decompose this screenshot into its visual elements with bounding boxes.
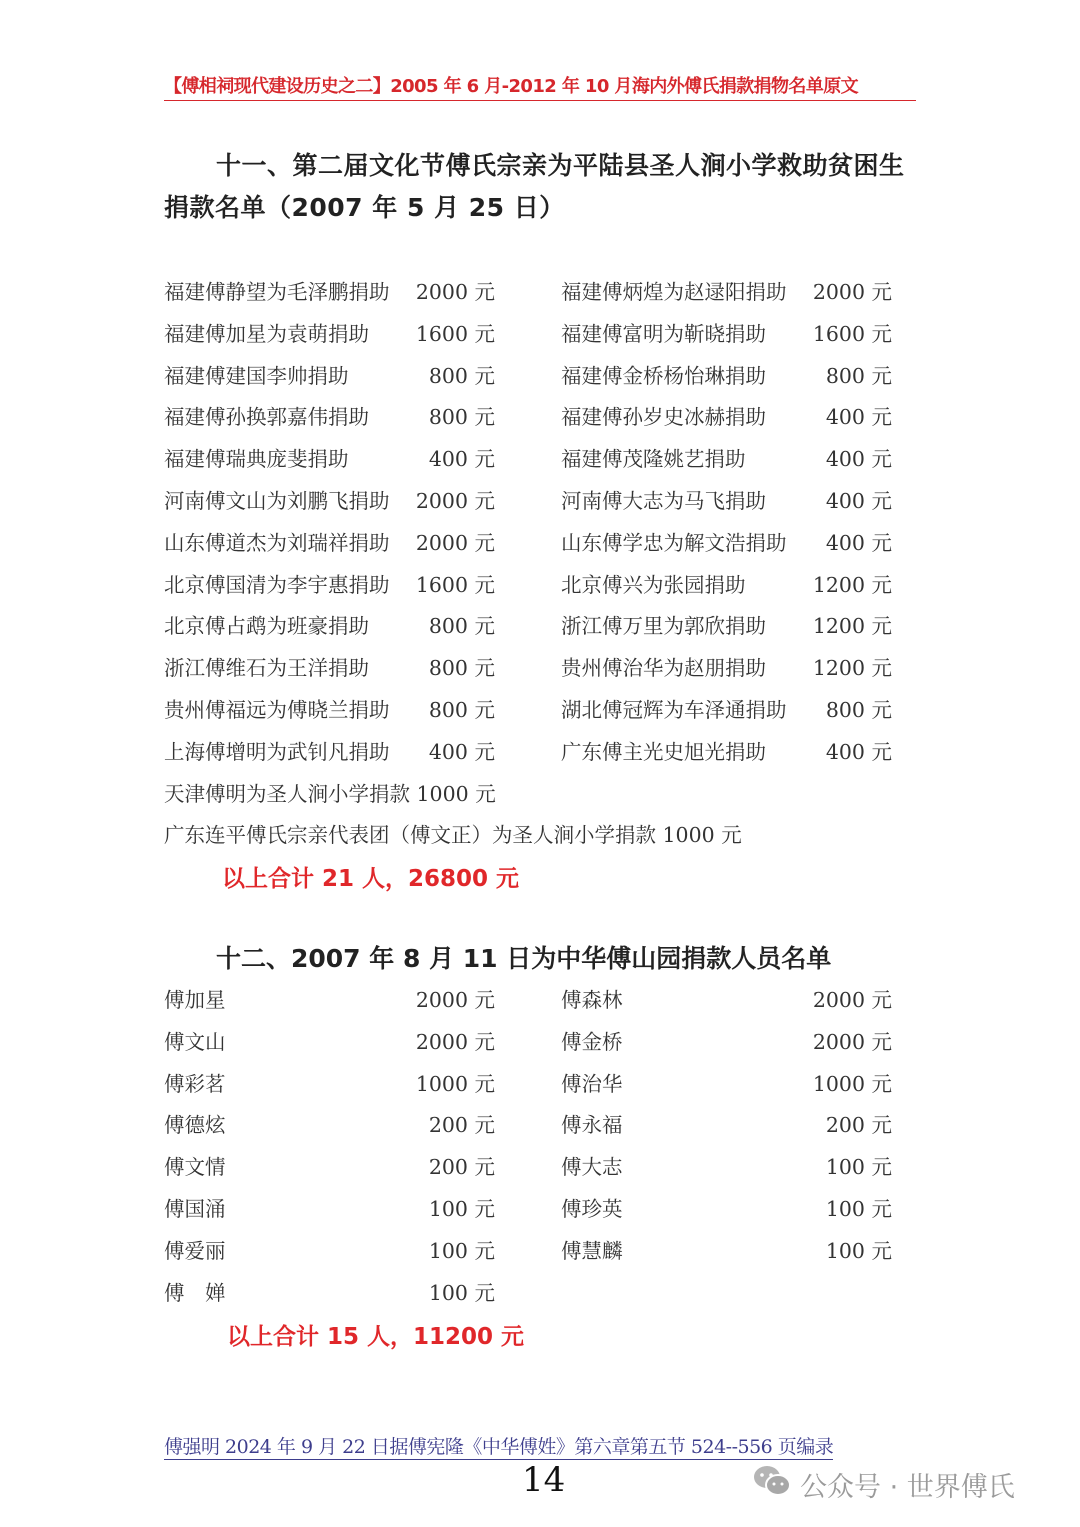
donor-name: 傅 婵 xyxy=(164,1280,226,1305)
watermark xyxy=(752,1464,1015,1505)
donation-row xyxy=(164,565,894,607)
source-note: 傅强明 2024 年 9 月 22 日据傅宪隆《中华傅姓》第六章第五节 524--556 页编录 xyxy=(164,1432,833,1460)
donation-amount: 400 元 xyxy=(428,447,495,472)
section-1-donation-list xyxy=(164,272,894,857)
donor-name: 傅爱丽 xyxy=(164,1238,226,1263)
donation-amount: 2000 元 xyxy=(812,988,892,1012)
donation-amount: 800 元 xyxy=(428,697,495,722)
donor-name: 广东傅主光史旭光捐助 xyxy=(561,739,766,764)
donation-row xyxy=(164,648,894,690)
donation-row xyxy=(164,732,894,774)
donor-name: 福建傅静望为毛泽鹏捐助 xyxy=(164,280,390,304)
donation-amount: 1600 元 xyxy=(415,572,495,597)
donor-name: 傅森林 xyxy=(561,988,623,1012)
document-header: 【傅相祠现代建设历史之二】2005 年 6 月-2012 年 10 月海内外傅氏捐款捐物名单原文 xyxy=(164,72,916,101)
donor-name: 傅德炫 xyxy=(164,1113,226,1138)
donor-name: 北京傅兴为张园捐助 xyxy=(561,572,746,597)
donation-amount: 1600 元 xyxy=(415,321,495,346)
donor-name: 傅彩茗 xyxy=(164,1071,226,1096)
donor-name: 傅文山 xyxy=(164,1029,226,1054)
donation-row xyxy=(164,980,894,1022)
donation-amount: 2000 元 xyxy=(415,1029,495,1054)
donation-amount: 100 元 xyxy=(428,1196,495,1221)
donor-name: 福建傅茂隆姚艺捐助 xyxy=(561,447,746,472)
donation-row-full xyxy=(164,815,894,857)
donation-amount: 800 元 xyxy=(428,614,495,639)
donation-row xyxy=(164,314,894,356)
donation-amount: 400 元 xyxy=(825,405,892,430)
donation-amount: 100 元 xyxy=(825,1155,892,1180)
donation-amount: 100 元 xyxy=(825,1196,892,1221)
donor-name: 福建傅孙岁史冰赫捐助 xyxy=(561,405,766,430)
donation-amount: 400 元 xyxy=(825,488,892,513)
section-2-total: 以上合计 15 人，11200 元 xyxy=(227,1324,525,1350)
donation-amount: 400 元 xyxy=(825,447,892,472)
donor-name: 浙江傅万里为郭欣捐助 xyxy=(561,614,766,639)
donation-amount: 400 元 xyxy=(825,530,892,555)
donor-name: 贵州傅治华为赵朋捐助 xyxy=(561,656,766,681)
donation-amount: 400 元 xyxy=(825,739,892,764)
donor-name: 傅加星 xyxy=(164,988,226,1012)
donor-name: 傅永福 xyxy=(561,1113,623,1138)
donor-name: 傅治华 xyxy=(561,1071,623,1096)
donation-amount: 800 元 xyxy=(825,363,892,388)
donation-amount: 200 元 xyxy=(428,1155,495,1180)
donation-amount: 2000 元 xyxy=(812,1029,892,1054)
donation-amount: 1200 元 xyxy=(812,572,892,597)
donation-entry: 广东连平傅氏宗亲代表团（傅文正）为圣人涧小学捐款 1000 元 xyxy=(164,823,742,848)
watermark-text: 公众号 · 世界傅氏 xyxy=(800,1472,1015,1503)
donor-name: 福建傅加星为袁萌捐助 xyxy=(164,321,369,346)
donation-row xyxy=(164,397,894,439)
donor-name: 福建傅建国李帅捐助 xyxy=(164,363,349,388)
donation-row xyxy=(164,1147,894,1189)
donation-row xyxy=(164,1064,894,1106)
donor-name: 湖北傅冠辉为车泽通捐助 xyxy=(561,697,787,722)
donation-row xyxy=(164,690,894,732)
donor-name: 福建傅瑞典庞斐捐助 xyxy=(164,447,349,472)
donor-name: 福建傅富明为靳晓捐助 xyxy=(561,321,766,346)
donation-amount: 800 元 xyxy=(825,697,892,722)
donation-row-full xyxy=(164,774,894,816)
donation-entry: 天津傅明为圣人涧小学捐款 1000 元 xyxy=(164,781,496,806)
donation-amount: 2000 元 xyxy=(415,488,495,513)
donor-name: 福建傅金桥杨怡琳捐助 xyxy=(561,363,766,388)
donation-amount: 100 元 xyxy=(825,1238,892,1263)
donation-amount: 100 元 xyxy=(428,1238,495,1263)
donation-amount: 1000 元 xyxy=(812,1071,892,1096)
donation-row xyxy=(164,439,894,481)
donation-amount: 400 元 xyxy=(428,739,495,764)
donor-name: 福建傅孙换郭嘉伟捐助 xyxy=(164,405,369,430)
donation-row xyxy=(164,606,894,648)
donation-amount: 2000 元 xyxy=(415,988,495,1012)
donation-row xyxy=(164,356,894,398)
donation-row xyxy=(164,1022,894,1064)
donation-row xyxy=(164,1273,894,1315)
donation-row xyxy=(164,1189,894,1231)
donation-row xyxy=(164,1231,894,1273)
donor-name: 傅金桥 xyxy=(561,1029,623,1054)
section-2-title: 十二、2007 年 8 月 11 日为中华傅山园捐款人员名单 xyxy=(216,944,832,973)
donation-amount: 200 元 xyxy=(825,1113,892,1138)
donor-name: 浙江傅维石为王洋捐助 xyxy=(164,656,369,681)
section-1-total: 以上合计 21 人，26800 元 xyxy=(222,866,520,892)
donation-amount: 2000 元 xyxy=(415,530,495,555)
donor-name: 河南傅大志为马飞捐助 xyxy=(561,488,766,513)
donor-name: 傅文情 xyxy=(164,1155,226,1180)
donation-amount: 800 元 xyxy=(428,405,495,430)
donation-amount: 200 元 xyxy=(428,1113,495,1138)
section-1-title: 十一、第二届文化节傅氏宗亲为平陆县圣人涧小学救助贫困生捐款名单（2007 年 5 月 25 日） xyxy=(164,151,905,222)
donor-name: 傅慧麟 xyxy=(561,1238,623,1263)
wechat-icon xyxy=(752,1464,792,1505)
donation-amount: 2000 元 xyxy=(415,280,495,304)
donation-amount: 800 元 xyxy=(428,363,495,388)
donor-name: 河南傅文山为刘鹏飞捐助 xyxy=(164,488,390,513)
donor-name: 傅国涌 xyxy=(164,1196,226,1221)
donation-amount: 800 元 xyxy=(428,656,495,681)
donation-amount: 1600 元 xyxy=(812,321,892,346)
section-2-donation-list xyxy=(164,980,894,1314)
donation-amount: 2000 元 xyxy=(812,280,892,304)
donation-amount: 100 元 xyxy=(428,1280,495,1305)
page-number: 14 xyxy=(522,1460,566,1500)
donor-name: 上海傅增明为武钊凡捐助 xyxy=(164,739,390,764)
donor-name: 山东傅道杰为刘瑞祥捐助 xyxy=(164,530,390,555)
donor-name: 山东傅学忠为解文浩捐助 xyxy=(561,530,787,555)
donor-name: 北京傅国清为李宇惠捐助 xyxy=(164,572,390,597)
donation-row xyxy=(164,272,894,314)
donor-name: 傅大志 xyxy=(561,1155,623,1180)
donor-name: 贵州傅福远为傅晓兰捐助 xyxy=(164,697,390,722)
donation-amount: 1000 元 xyxy=(415,1071,495,1096)
donation-amount: 1200 元 xyxy=(812,656,892,681)
donor-name: 傅珍英 xyxy=(561,1196,623,1221)
donation-row xyxy=(164,1105,894,1147)
donation-row xyxy=(164,523,894,565)
donor-name: 北京傅占鹉为班豪捐助 xyxy=(164,614,369,639)
donation-amount: 1200 元 xyxy=(812,614,892,639)
donation-row xyxy=(164,481,894,523)
donor-name: 福建傅炳煌为赵逯阳捐助 xyxy=(561,280,787,304)
